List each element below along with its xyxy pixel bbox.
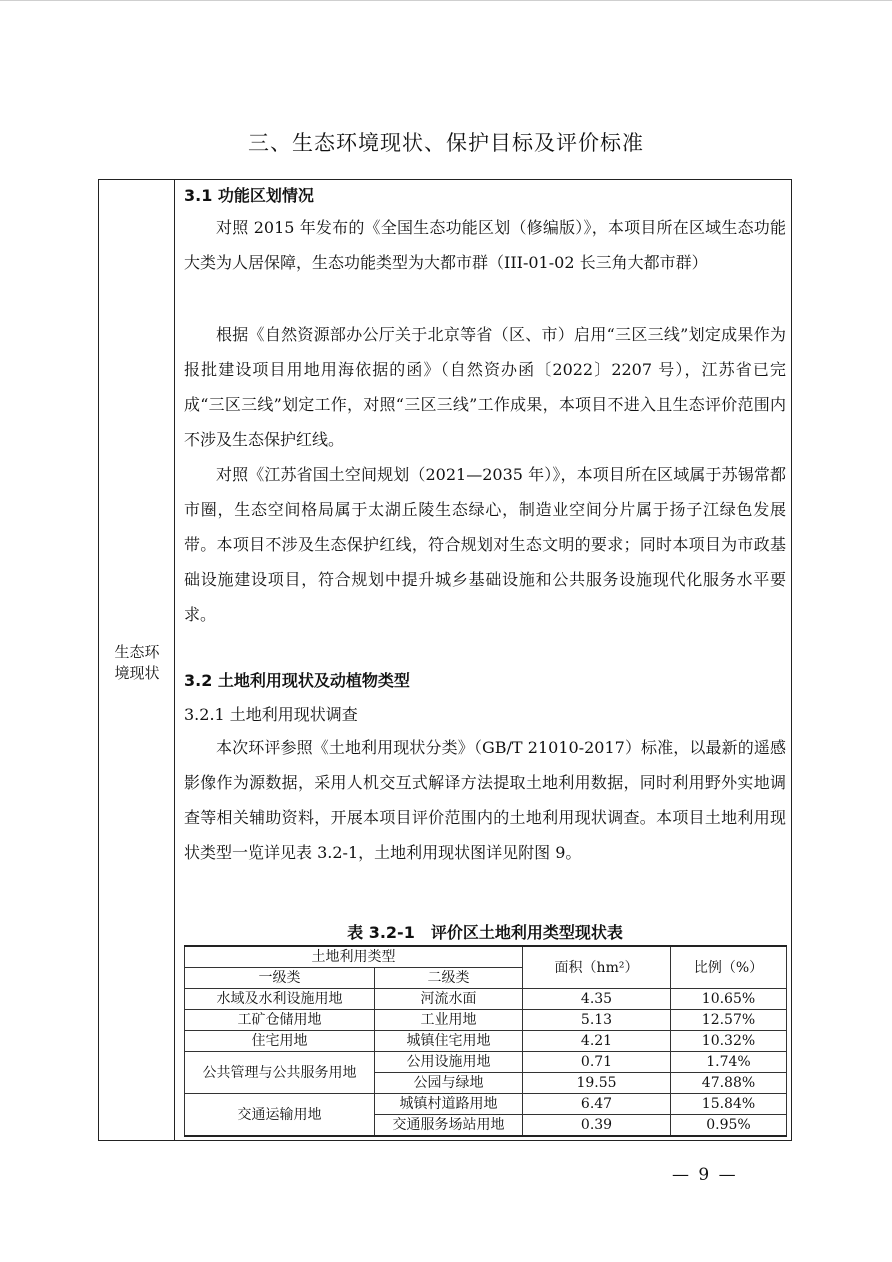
- table-row: [185, 1010, 787, 1031]
- cell-level-2: 工业用地: [375, 1010, 523, 1031]
- section-3-1-title: 3.1 功能区划情况: [184, 186, 314, 205]
- cell-level-1: 住宅用地: [185, 1031, 375, 1052]
- cell-level-2: 公园与绿地: [375, 1073, 523, 1094]
- cell-area: 6.47: [523, 1094, 671, 1115]
- cell-level-1: 交通运输用地: [185, 1094, 375, 1137]
- cell-area: 5.13: [523, 1010, 671, 1031]
- cell-ratio: 10.32%: [671, 1031, 787, 1052]
- cell-level-1: 水域及水利设施用地: [185, 989, 375, 1010]
- section-3-1-paragraph-2: 根据《自然资源部办公厅关于北京等省（区、市）启用“三区三线”划定成果作为报批建设项目用地用海依据的函》（自然资办函〔2022〕2207 号），江苏省已完成“三区三线”划定工作，对照“三区三线”工作成果，本项目不进入且生态评价范围内不涉及生态保护红线。: [184, 325, 786, 449]
- cell-level-2: 城镇村道路用地: [375, 1094, 523, 1115]
- header-ratio: 比例（%）: [671, 946, 787, 989]
- cell-ratio: 1.74%: [671, 1052, 787, 1073]
- header-level-1: 一级类: [185, 968, 375, 989]
- cell-level-2: 公用设施用地: [375, 1052, 523, 1073]
- left-label-column: [99, 180, 175, 1140]
- chapter-heading: 三、生态环境现状、保护目标及评价标准: [248, 131, 644, 155]
- cell-ratio: 10.65%: [671, 989, 787, 1010]
- section-3-2-1-paragraph: 本次环评参照《土地利用现状分类》（GB/T 21010-2017）标准，以最新的遥感影像作为源数据，采用人机交互式解译方法提取土地利用数据，同时利用野外实地调查等相关辅助资料，开展本项目评价范围内的土地利用现状调查。本项目土地利用现状类型一览详见表 3.2-1，土地利用现状图详见附图 9。: [184, 738, 786, 862]
- cell-level-1: 工矿仓储用地: [185, 1010, 375, 1031]
- cell-area: 4.35: [523, 989, 671, 1010]
- page-top-rule: [0, 0, 892, 1]
- left-label: 生态环境现状: [114, 643, 160, 682]
- table-header-row: [185, 946, 787, 968]
- table-title: 表 3.2-1 评价区土地利用类型现状表: [347, 923, 623, 942]
- cell-area: 4.21: [523, 1031, 671, 1052]
- cell-level-2: 交通服务场站用地: [375, 1115, 523, 1137]
- header-land-use-type: 土地利用类型: [185, 946, 523, 968]
- table-row: [185, 1052, 787, 1073]
- cell-level-2: 城镇住宅用地: [375, 1031, 523, 1052]
- cell-area: 0.71: [523, 1052, 671, 1073]
- cell-ratio: 47.88%: [671, 1073, 787, 1094]
- header-level-2: 二级类: [375, 968, 523, 989]
- content-frame: [98, 179, 792, 1141]
- section-3-2-1-title: 3.2.1 土地利用现状调查: [184, 705, 358, 724]
- cell-area: 0.39: [523, 1115, 671, 1137]
- page-number: — 9 —: [672, 1165, 738, 1185]
- cell-ratio: 0.95%: [671, 1115, 787, 1137]
- table-row: [185, 1031, 787, 1052]
- cell-ratio: 12.57%: [671, 1010, 787, 1031]
- section-3-1-paragraph-3: 对照《江苏省国土空间规划（2021—2035 年）》，本项目所在区域属于苏锡常都市圈，生态空间格局属于太湖丘陵生态绿心，制造业空间分片属于扬子江绿色发展带。本项目不涉及生态保护红线，符合规划对生态文明的要求；同时本项目为市政基础设施建设项目，符合规划中提升城乡基础设施和公共服务设施现代化服务水平要求。: [184, 465, 786, 624]
- cell-level-2: 河流水面: [375, 989, 523, 1010]
- cell-area: 19.55: [523, 1073, 671, 1094]
- section-3-2-title: 3.2 土地利用现状及动植物类型: [184, 671, 410, 690]
- table-row: [185, 989, 787, 1010]
- land-use-table: [184, 945, 787, 1137]
- section-3-1-paragraph-1: 对照 2015 年发布的《全国生态功能区划（修编版）》，本项目所在区域生态功能大类为人居保障，生态功能类型为大都市群（III-01-02 长三角大都市群）: [184, 218, 786, 272]
- header-area: 面积（hm²）: [523, 946, 671, 989]
- table-row: [185, 1094, 787, 1115]
- cell-ratio: 15.84%: [671, 1094, 787, 1115]
- cell-level-1: 公共管理与公共服务用地: [185, 1052, 375, 1094]
